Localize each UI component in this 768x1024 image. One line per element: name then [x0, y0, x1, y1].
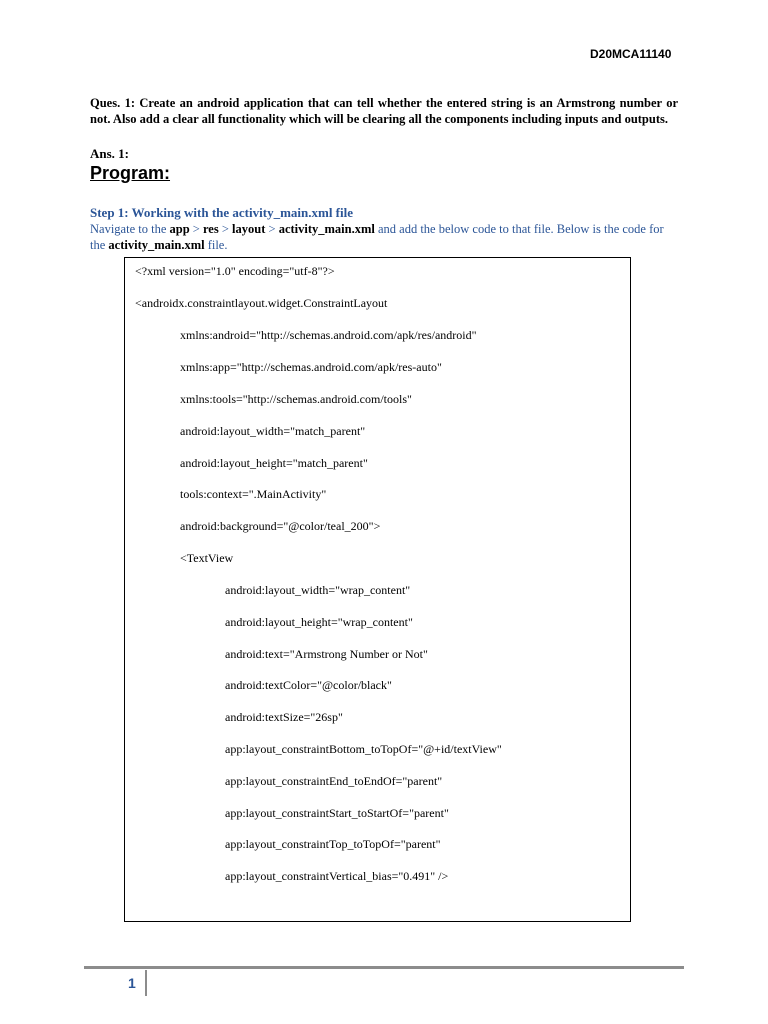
path-separator: > — [218, 222, 233, 236]
code-line: app:layout_constraintBottom_toTopOf="@+id/textView" — [225, 742, 502, 756]
code-box — [124, 257, 631, 922]
document-id: D20MCA11140 — [590, 47, 672, 61]
path-separator: > — [189, 222, 203, 236]
file-name: activity_main.xml — [108, 238, 205, 252]
code-line: android:text="Armstrong Number or Not" — [225, 647, 428, 661]
program-heading: Program: — [90, 163, 171, 183]
path-file: activity_main.xml — [278, 222, 375, 236]
code-line: android:layout_height="match_parent" — [180, 456, 368, 470]
path-layout: layout — [232, 222, 266, 236]
code-line: android:background="@color/teal_200"> — [180, 519, 381, 533]
step-description — [90, 221, 680, 253]
question-text: Ques. 1: Create an android application that can tell whether the entered string is an Armstrong number or not. Also add a clear all functionality which will be clearing all the components including inputs and outputs. — [90, 96, 678, 126]
code-line: android:layout_height="wrap_content" — [225, 615, 413, 629]
footer-rule — [84, 966, 684, 969]
step-title: Step 1: Working with the activity_main.xml file — [90, 205, 354, 220]
code-line: xmlns:android="http://schemas.android.com/apk/res/android" — [180, 328, 477, 342]
path-separator: > — [265, 222, 279, 236]
code-line: <TextView — [180, 551, 234, 565]
answer-label: Ans. 1: — [90, 146, 130, 161]
path-app: app — [169, 222, 190, 236]
step-desc-text: Navigate to the — [90, 222, 170, 236]
code-line: <androidx.constraintlayout.widget.ConstraintLayout — [135, 296, 388, 310]
code-line: xmlns:tools="http://schemas.android.com/tools" — [180, 392, 412, 406]
code-line: tools:context=".MainActivity" — [180, 487, 327, 501]
footer-divider — [145, 970, 147, 996]
step-desc-text: file. — [204, 238, 228, 252]
code-line: app:layout_constraintTop_toTopOf="parent" — [225, 837, 441, 851]
step-desc-text: and add the below code to that file. Below is the code for the — [90, 222, 664, 252]
code-line: xmlns:app="http://schemas.android.com/apk/res-auto" — [180, 360, 442, 374]
page-number: 1 — [128, 975, 136, 991]
code-line: android:layout_width="match_parent" — [180, 424, 366, 438]
code-line: app:layout_constraintEnd_toEndOf="parent" — [225, 774, 443, 788]
path-res: res — [202, 222, 219, 236]
code-line: app:layout_constraintVertical_bias="0.491" /> — [225, 869, 449, 883]
code-line: android:textColor="@color/black" — [225, 678, 392, 692]
code-line: android:textSize="26sp" — [225, 710, 343, 724]
code-line: android:layout_width="wrap_content" — [225, 583, 411, 597]
code-line: app:layout_constraintStart_toStartOf="parent" — [225, 806, 449, 820]
code-line: <?xml version="1.0" encoding="utf-8"?> — [135, 264, 335, 278]
